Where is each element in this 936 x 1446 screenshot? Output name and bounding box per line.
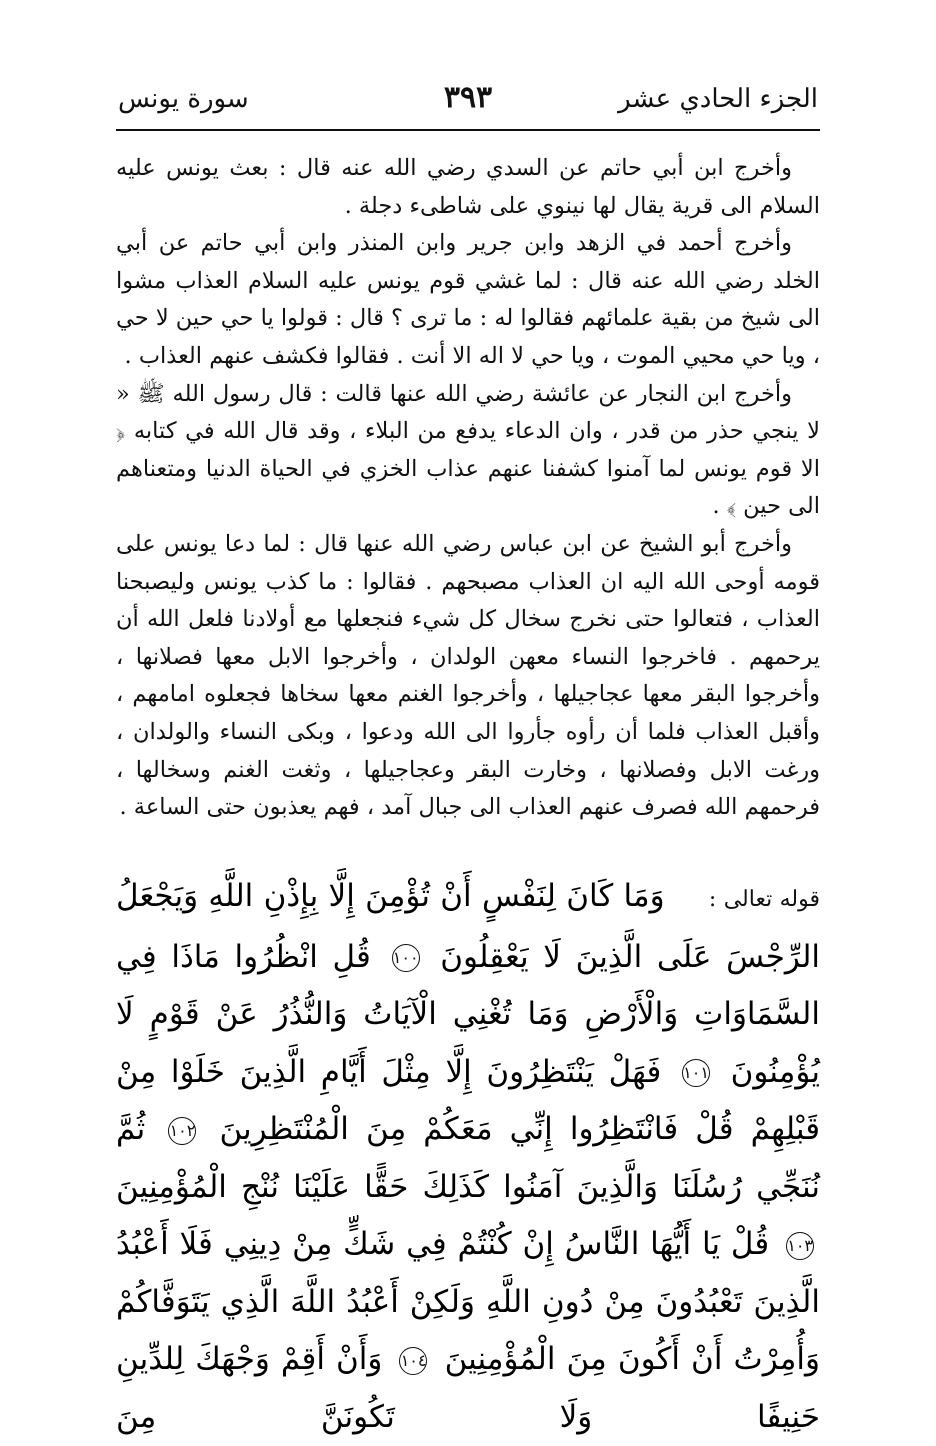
- ayah-number-marker: ١٠٤: [399, 1347, 427, 1375]
- paragraph-text: وأخرج ابن النجار عن عائشة رضي الله عنها قالت : قال رسول الله ﷺ « لا ينجي حذر من قدر ، وان الدعاء يدفع من البلاء ، وقد قال الله في كتابه ﴿ الا قوم يونس لما آمنوا كشفنا عنهم عذاب الخزي في الحياة الدنيا ومتعناهم الى حين ﴾ .: [116, 380, 820, 520]
- ayah-text: وَمَا كَانَ لِنَفْسٍ أَنْ تُؤْمِنَ إِلَّا بِإِذْنِ اللَّهِ وَيَجْعَلُ الرِّجْسَ عَلَى الَّذِينَ لَا يَعْقِلُونَ: [116, 878, 821, 975]
- paragraph-text: وأخرج أبو الشيخ عن ابن عباس رضي الله عنها قال : لما دعا يونس على قومه أوحى الله اليه ان العذاب مصبحهم . فقالوا : ما كذب يونس وليصبحنا العذاب ، فتعالوا حتى نخرج سخال كل شيء فنجعلها مع أولادنا فلعل الله أن يرحمهم . فاخرجوا النساء معهن الولدان ، وأخرجوا الابل معها فصلانها ، وأخرجوا البقر معها عجاجيلها ، وأخرجوا الغنم معها سخاها فجعلوه امامهم ، وأقبل العذاب فلما أن رأوه جأروا الى الله ودعوا ، وبكى النساء والولدان ، ورغت الابل وفصلانها ، وخارت البقر وعجاجيلها ، وثغت الغنم وسخالها ، فرحمهم الله فصرف عنهم العذاب الى جبال آمد ، فهم يعذبون حتى الساعة .: [116, 530, 820, 821]
- paragraph: [116, 150, 820, 225]
- ayah-number-marker: ١٠٢: [168, 1117, 196, 1145]
- ayah-text: قُلْ يَا أَيُّهَا النَّاسُ إِنْ كُنْتُمْ فِي شَكٍّ مِنْ دِينِي فَلَا أَعْبُدُ الَّذِينَ تَعْبُدُونَ مِنْ دُونِ اللَّهِ وَلَكِنْ أَعْبُدُ اللَّهَ الَّذِي يَتَوَفَّاكُمْ وَأُمِرْتُ أَنْ أَكُونَ مِنَ الْمُؤْمِنِينَ: [116, 1226, 820, 1377]
- header-divider: [116, 129, 820, 131]
- ayah-number-marker: ١٠٠: [392, 944, 420, 972]
- ayah-text: ثُمَّ نُنَجِّي رُسُلَنَا وَالَّذِينَ آمَنُوا كَذَلِكَ حَقًّا عَلَيْنَا نُنْجِ الْمُؤْمِنِينَ: [116, 1111, 820, 1205]
- juz-label: الجزء الحادي عشر: [618, 84, 818, 114]
- ayah-number-marker: ١٠٣: [786, 1232, 814, 1260]
- page-number: ٣٩٣: [443, 80, 493, 115]
- commentary-body: [116, 150, 820, 827]
- paragraph: [116, 376, 820, 526]
- ayah-text: وَأَنْ أَقِمْ وَجْهَكَ لِلدِّينِ حَنِيفًا وَلَا تَكُونَنَّ مِنَ: [116, 1341, 820, 1435]
- surah-label: سورة يونس: [118, 84, 249, 114]
- paragraph: [116, 526, 820, 827]
- paragraph-text: وأخرج أحمد في الزهد وابن جرير وابن المنذر وابن أبي حاتم عن أبي الخلد رضي الله عنه قال : لما غشي قوم يونس عليه السلام العذاب مشوا الى شيخ من بقية علمائهم فقالوا له : ما ترى ؟ قال : قولوا يا حي حين لا حي ، ويا حي محيي الموت ، ويا حي لا اله الا أنت . فقالوا فكشف عنهم العذاب .: [116, 230, 820, 369]
- ayah-number-marker: ١٠١: [682, 1059, 710, 1087]
- page-header: [118, 80, 818, 124]
- paragraph: [116, 225, 820, 375]
- verse-intro: قوله تعالى :: [708, 887, 821, 912]
- paragraph-text: وأخرج ابن أبي حاتم عن السدي رضي الله عنه قال : بعث يونس عليه السلام الى قرية يقال لها نينوي على شاطىء دجلة .: [116, 155, 820, 219]
- ayah-text: قُلِ انْظُرُوا مَاذَا فِي السَّمَاوَاتِ وَالْأَرْضِ وَمَا تُغْنِي الْآيَاتُ وَالنُّذُرُ عَنْ قَوْمٍ لَا يُؤْمِنُونَ: [116, 938, 821, 1090]
- quran-verses: [116, 868, 820, 1446]
- ayah-text: فَهَلْ يَنْتَظِرُونَ إِلَّا مِثْلَ أَيَّامِ الَّذِينَ خَلَوْا مِنْ قَبْلِهِمْ قُلْ فَانْتَظِرُوا إِنِّي مَعَكُمْ مِنَ الْمُنْتَظِرِينَ: [116, 1053, 821, 1147]
